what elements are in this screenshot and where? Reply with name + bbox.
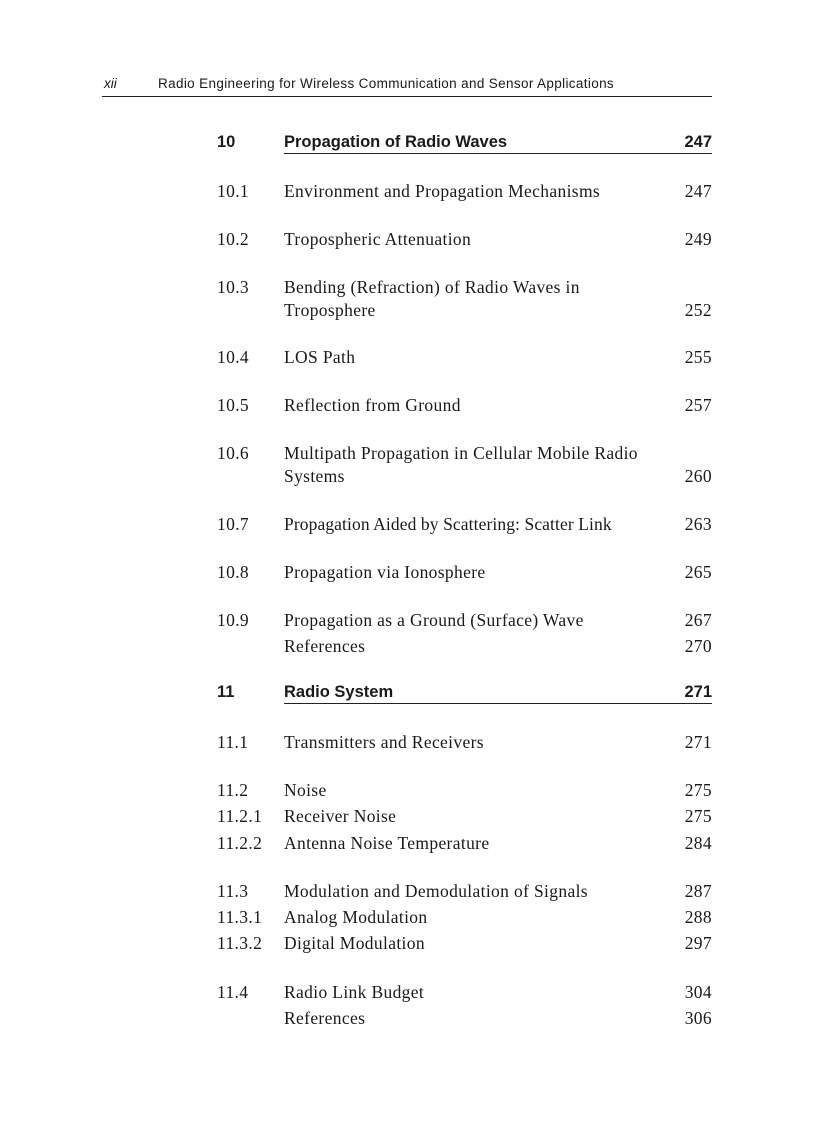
- entry-title: Environment and Propagation Mechanisms: [284, 181, 601, 201]
- running-title: Radio Engineering for Wireless Communication and Sensor Applications: [158, 76, 615, 91]
- toc-entry[interactable]: [217, 832, 712, 855]
- entry-page: 275: [684, 806, 712, 826]
- chapter-page: 271: [684, 683, 712, 701]
- entry-title: Transmitters and Receivers: [284, 732, 484, 752]
- entry-title: References: [284, 1008, 366, 1028]
- entry-page: 257: [684, 395, 712, 415]
- entry-number: 11.3: [217, 881, 249, 901]
- entry-number: 10.2: [217, 229, 250, 249]
- entry-title: Digital Modulation: [284, 933, 425, 953]
- entry-title: Multipath Propagation in Cellular Mobile Radio Systems: [284, 443, 638, 486]
- toc-entry[interactable]: [217, 779, 712, 802]
- entry-page: 297: [684, 933, 712, 953]
- entry-page: 260: [684, 466, 712, 486]
- toc-entry[interactable]: [217, 880, 712, 903]
- toc-entry[interactable]: [217, 906, 712, 929]
- entry-page: 255: [684, 347, 712, 367]
- entry-title: References: [284, 636, 366, 656]
- toc-entry[interactable]: [217, 346, 712, 369]
- entry-number: 11.3.1: [217, 907, 263, 927]
- chapter-number: 10: [217, 133, 236, 151]
- entry-title: Propagation as a Ground (Surface) Wave: [284, 610, 584, 630]
- entry-page: 287: [684, 881, 712, 901]
- entry-page: 284: [684, 833, 712, 853]
- entry-page: 306: [684, 1008, 712, 1028]
- entry-number: 10.3: [217, 277, 250, 297]
- entry-page: 265: [684, 562, 712, 582]
- entry-page: 270: [684, 636, 712, 656]
- entry-number: 10.4: [217, 347, 250, 367]
- toc-entry[interactable]: [217, 561, 712, 584]
- chapter-page: 247: [684, 133, 712, 151]
- toc-entry[interactable]: [217, 932, 712, 955]
- entry-page: 267: [684, 610, 712, 630]
- entry-title: Noise: [284, 780, 327, 800]
- toc-entry[interactable]: [217, 442, 712, 488]
- entry-number: 11.3.2: [217, 933, 263, 953]
- entry-number: 10.8: [217, 562, 250, 582]
- entry-title: Analog Modulation: [284, 907, 428, 927]
- entry-title: Propagation Aided by Scattering: Scatter Link: [284, 514, 612, 534]
- chapter-title-rule: [284, 132, 712, 154]
- entry-title: Modulation and Demodulation of Signals: [284, 881, 588, 901]
- entry-number: 10.9: [217, 610, 250, 630]
- toc-entry[interactable]: [217, 276, 712, 322]
- chapter-number: 11: [217, 683, 235, 701]
- toc-references[interactable]: [217, 635, 712, 658]
- chapter-title: Propagation of Radio Waves: [284, 133, 508, 151]
- toc-entry[interactable]: [217, 731, 712, 754]
- toc-entry[interactable]: [217, 513, 712, 536]
- entry-number: 11.2.1: [217, 806, 263, 826]
- chapter-title-rule: [284, 682, 712, 704]
- entry-page: 249: [684, 229, 712, 249]
- entry-number: 10.6: [217, 443, 250, 463]
- toc-chapter-11[interactable]: [217, 682, 712, 704]
- toc-entry[interactable]: [217, 805, 712, 828]
- entry-page: 252: [684, 300, 712, 320]
- toc-references[interactable]: [217, 1007, 712, 1030]
- entry-title: Tropospheric Attenuation: [284, 229, 472, 249]
- running-header: [102, 72, 712, 97]
- toc-chapter-10[interactable]: [217, 132, 712, 154]
- entry-page: 247: [684, 181, 712, 201]
- entry-number: 11.4: [217, 982, 249, 1002]
- entry-number: 11.1: [217, 732, 249, 752]
- toc-entry[interactable]: [217, 180, 712, 203]
- entry-number: 10.5: [217, 395, 250, 415]
- entry-page: 304: [684, 982, 712, 1002]
- entry-page: 263: [684, 514, 712, 534]
- entry-number: 10.1: [217, 181, 250, 201]
- entry-title: Reflection from Ground: [284, 395, 461, 415]
- toc-entry[interactable]: [217, 228, 712, 251]
- entry-title: Receiver Noise: [284, 806, 397, 826]
- toc-entry[interactable]: [217, 394, 712, 417]
- entry-title: Antenna Noise Temperature: [284, 833, 490, 853]
- entry-page: 271: [684, 732, 712, 752]
- entry-number: 11.2.2: [217, 833, 263, 853]
- entry-number: 10.7: [217, 514, 250, 534]
- chapter-title: Radio System: [284, 683, 394, 701]
- page-number: xii: [104, 76, 117, 91]
- entry-page: 275: [684, 780, 712, 800]
- toc-entry[interactable]: [217, 609, 712, 632]
- entry-title: Radio Link Budget: [284, 982, 425, 1002]
- toc-entry[interactable]: [217, 981, 712, 1004]
- entry-page: 288: [684, 907, 712, 927]
- entry-number: 11.2: [217, 780, 249, 800]
- entry-title: LOS Path: [284, 347, 356, 367]
- entry-title: Propagation via Ionosphere: [284, 562, 486, 582]
- entry-title: Bending (Refraction) of Radio Waves in Troposphere: [284, 277, 580, 320]
